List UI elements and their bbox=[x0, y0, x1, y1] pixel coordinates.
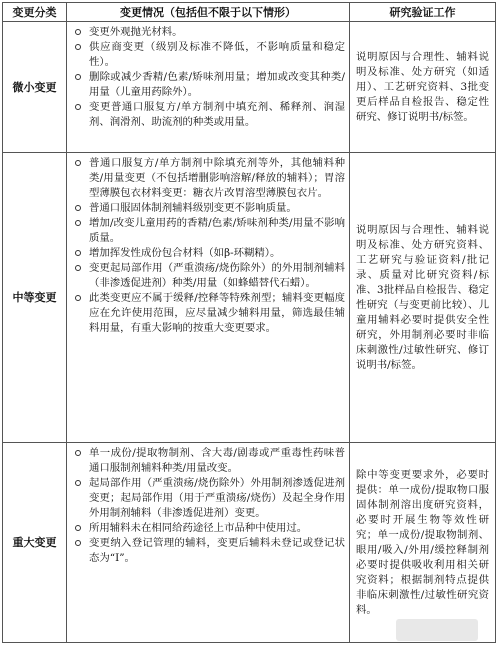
list-item: 单一成份/提取物制剂、含大毒/剧毒或严重毒性药味普通口服制剂辅料种类/用量改变。 bbox=[71, 446, 345, 476]
circle-bullet-icon bbox=[75, 29, 81, 35]
list-item: 普通口服复方/单方制剂中除填充剂等外，其他辅料种类/用量变更（不包括增删影响溶解/释放的辅料）；胃溶型薄膜包衣材料变更：糖衣片改胃溶型薄膜包衣片。 bbox=[71, 156, 345, 201]
list-item: 变更纳入登记管理的辅料，变更后辅料未登记或登记状态为“I”。 bbox=[71, 536, 345, 566]
list-item: 供应商变更（级别及标准不降低，不影响质量和稳定性）。 bbox=[71, 40, 345, 70]
header-change-situation: 变更情况（包括但不限于以下情形） bbox=[67, 3, 350, 22]
table-header-row bbox=[3, 3, 496, 22]
research-work-cell: 说明原因与合理性、辅料说明及标准、处方研究（如适用）、工艺研究资料、3批变更后样品自检报告、稳定性研究、修订说明书/标签。 bbox=[350, 22, 496, 153]
list-item: 增加/改变儿童用药的香精/色素/矫味剂种类/用量不影响质量。 bbox=[71, 216, 345, 246]
change-classification-table bbox=[2, 2, 496, 643]
list-item: 此类变更应不属于缓释/控释等特殊剂型；辅料变更幅度应在允许使用范围，应尽量减少辅料用量，筛选最佳辅料用量，有重大影响的按重大变更要求。 bbox=[71, 291, 345, 336]
table-row-minor bbox=[3, 22, 496, 153]
research-work-cell: 说明原因与合理性、辅料说明及标准、处方研究资料、工艺研究与验证资料/批记录、质量对比研究资料/标准、3批样品自检报告、稳定性研究（与变更前比较）、儿童用辅料必要时提供安全性研究，外用制剂必要时非临床刺激性/过敏性研究、修订说明书/标签。 bbox=[350, 153, 496, 443]
circle-bullet-icon bbox=[75, 450, 81, 456]
list-item: 普通口服固体制剂辅料级别变更不影响质量。 bbox=[71, 201, 345, 216]
circle-bullet-icon bbox=[75, 525, 81, 531]
table-row-moderate bbox=[3, 153, 496, 443]
research-work-cell: 除中等变更要求外，必要时提供：单一成份/提取物口服固体制剂溶出度研究资料，必要时开展生物等效性研究；单一成份/提取物制剂、眼用/吸入/外用/缓控释制剂必要时提供吸收利用相关研究资料；根据制剂特点提供非临床刺激性/过敏性研究资料。 bbox=[350, 443, 496, 643]
circle-bullet-icon bbox=[75, 74, 81, 80]
change-items-cell bbox=[67, 443, 350, 643]
circle-bullet-icon bbox=[75, 44, 81, 50]
circle-bullet-icon bbox=[75, 250, 81, 256]
list-item: 所用辅料未在相同给药途径上市品种中使用过。 bbox=[71, 521, 345, 536]
list-item: 删除或减少香精/色素/矫味剂用量；增加或改变其种类/用量（儿童用药除外）。 bbox=[71, 70, 345, 100]
circle-bullet-icon bbox=[75, 265, 81, 271]
circle-bullet-icon bbox=[75, 205, 81, 211]
change-items-cell bbox=[67, 22, 350, 153]
category-cell: 中等变更 bbox=[3, 153, 67, 443]
watermark-logo bbox=[396, 619, 478, 641]
list-item: 增加挥发性成份包合材料（如β-环糊精）。 bbox=[71, 246, 345, 261]
table-row-major bbox=[3, 443, 496, 643]
header-research-work: 研究验证工作 bbox=[350, 3, 496, 22]
category-cell: 重大变更 bbox=[3, 443, 67, 643]
list-item: 变更普通口服复方/单方制剂中填充剂、稀释剂、润湿剂、润滑剂、助流剂的种类或用量。 bbox=[71, 100, 345, 130]
circle-bullet-icon bbox=[75, 295, 81, 301]
circle-bullet-icon bbox=[75, 540, 81, 546]
category-cell: 微小变更 bbox=[3, 22, 67, 153]
list-item: 起局部作用（严重溃疡/烧伤除外）外用制剂渗透促进剂变更；起局部作用（用于严重溃疡/烧伤）及起全身作用外用制剂辅料（非渗透促进剂）变更。 bbox=[71, 476, 345, 521]
header-category: 变更分类 bbox=[3, 3, 67, 22]
list-item: 变更起局部作用（严重溃疡/烧伤除外）的外用制剂辅料（非渗透促进剂）种类/用量（如蜂蜡替代石蜡）。 bbox=[71, 261, 345, 291]
circle-bullet-icon bbox=[75, 104, 81, 110]
circle-bullet-icon bbox=[75, 220, 81, 226]
circle-bullet-icon bbox=[75, 160, 81, 166]
circle-bullet-icon bbox=[75, 480, 81, 486]
list-item: 变更外观抛光材料。 bbox=[71, 25, 345, 40]
change-items-cell bbox=[67, 153, 350, 443]
